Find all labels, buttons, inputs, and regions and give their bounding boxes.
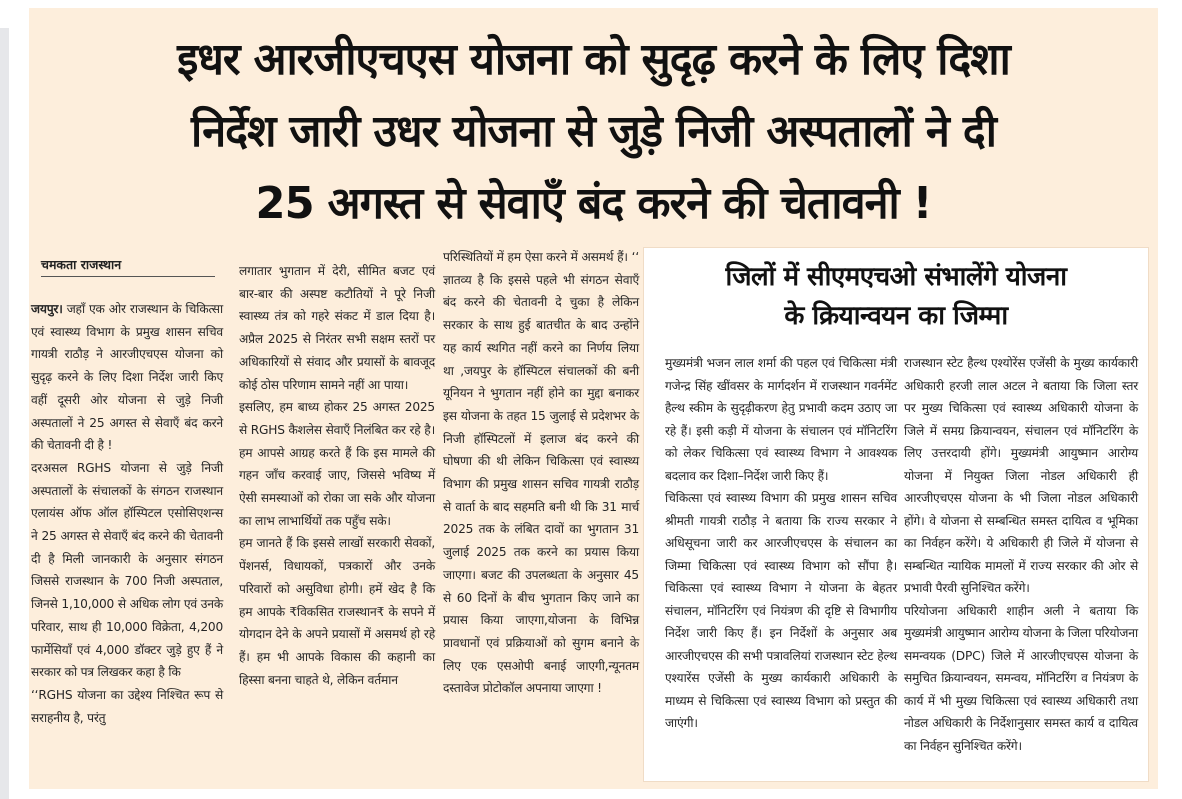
sidebar-story-box: [643, 247, 1149, 782]
article-paragraph: लगातार भुगतान में देरी, सीमित बजट एवं बार-बार की अस्पष्ट कटौतियों ने पूरे निजी स्वास्थ्य तंत्र को गहरे संकट में डाल दिया है। अप्रैल 2025 से निरंतर सभी सक्षम स्तरों पर अधिकारियों से संवाद और प्रयासों के बावजूद कोई ठोस परिणाम सामने नहीं आ पाया।: [239, 264, 435, 392]
headline-line-3: 25 अगस्त से सेवाएँ बंद करने की चेतावनी !: [255, 178, 932, 229]
article-paragraph: परिस्थितियों में हम ऐसा करने में असमर्थ हैं। ‘‘ ज्ञातव्य है कि इससे पहले भी संगठन सेवाएँ बंद करने की चेतावनी दे चुका है लेकिन सरकार के साथ हुई बातचीत के बाद उन्होंने यह कार्य स्थगित नहीं करने का निर्णय लिया था ,जयपुर के हॉस्पिटल संचालकों की बनी यूनियन ने भुगतान नहीं होने का मुद्दा बनाकर इस योजना के तहत 15 जुलाई से प्रदेशभर के निजी हॉस्पिटलों में इलाज बंद करने की घोषणा की थी लेकिन चिकित्सा एवं स्वास्थ्य विभाग की प्रमुख शासन सचिव गायत्री राठौड़ से वार्ता के बाद सहमति बनी थी कि 31 मार्च 2025 तक के लंबित दावों का भुगतान 31 जुलाई 2025 तक करने का प्रयास किया जाएगा। बजट की उपलब्धता के अनुसार 45 से 60 दिनों के बीच भुगतान किए जाने का प्रयास किया जाएगा,योजना के विभिन्न प्रावधानों एवं प्रक्रियाओं को सुगम बनाने के लिए एक एसओपी बनाई जाएगी,न्यूनतम दस्तावेज प्रोटोकॉल अपनाया जाएगा !: [443, 250, 639, 696]
sidebar-paragraph: राजस्थान स्टेट हैल्थ एश्योरेंस एजेंसी के मुख्य कार्यकारी अधिकारी हरजी लाल अटल ने बताया कि जिला स्तर पर मुख्य चिकित्सा एवं स्वास्थ्य अधिकारी योजना के जिले में समग्र क्रियान्वयन, संचालन एवं मॉनिटरिंग के लिए उत्तरदायी होंगे। मुख्यमंत्री आयुष्मान आरोग्य योजना में नियुक्त जिला नोडल अधिकारी ही आरजीएचएस योजना के भी जिला नोडल अधिकारी होंगे। वे योजना से सम्बन्धित समस्त दायित्व व भूमिका का निर्वहन करेंगे। ये अधिकारी ही जिले में योजना से सम्बन्धित न्यायिक मामलों में राज्य सरकार की ओर से प्रभावी पैरवी सुनिश्चित करेंगे।: [904, 356, 1138, 595]
sidebar-paragraph: चिकित्सा एवं स्वास्थ्य विभाग की प्रमुख शासन सचिव श्रीमती गायत्री राठौड़ ने बताया कि राज्य सरकार ने अधिसूचना जारी कर आरजीएचएस के संचालन का जिम्मा चिकित्सा एवं स्वास्थ्य विभाग को सौंपा है। चिकित्सा एवं स्वास्थ्य विभाग ने योजना के बेहतर संचालन, मॉनिटरिंग एवं नियंत्रण की दृष्टि से विभागीय निर्देश जारी किए हैं। इन निर्देशों के अनुसार अब आरजीएचएस की सभी पत्रावलियां राजस्थान स्टेट हेल्थ एश्यारेंस एजेंसी के मुख्य कार्यकारी अधिकारी के माध्यम से चिकित्सा एवं स्वास्थ्य विभाग को प्रस्तुत की जाएंगी।: [665, 491, 897, 730]
article-paragraph: हम जानते हैं कि इससे लाखों सरकारी सेवकों, पेंशनर्स, विधायकों, पत्रकारों और उनके परिवारों को असुविधा होगी। हमें खेद है कि हम आपके ₹विकसित राजस्थान₹ के सपने में योगदान देने के अपने प्रयासों में असमर्थ हो रहे हैं। हम भी आपके विकास की कहानी का हिस्सा बनना चाहते थे, लेकिन वर्तमान: [239, 536, 435, 687]
dateline: जयपुर।: [31, 302, 63, 316]
sidebar-story-title: [644, 258, 1148, 336]
article-paragraph: इसलिए, हम बाध्य होकर 25 अगस्त 2025 से RGHS कैशलेस सेवाएँ निलंबित कर रहे है। हम आपसे आग्रह करते हैं कि इस मामले की गहन जाँच करवाई जाए, जिससे भविष्य में ऐसी समस्याओं को रोका जा सके और योजना का लाभ लाभार्थियों तक पहुँच सके।: [239, 400, 435, 528]
article-paragraph: दरअसल RGHS योजना से जुड़े निजी अस्पतालों के संचालकों के संगठन राजस्थान एलायंस ऑफ ऑल हॉस्पिटल एसोसिएशन्स ने 25 अगस्त से सेवाएँ बंद करने की चेतावनी दी है मिली जानकारी के अनुसार संगठन जिससे राजस्थान के 700 निजी अस्पताल, जिनसे 1,10,000 से अधिक लोग एवं उनके परिवार, साथ ही 10,000 विक्रेता, 4,200 फार्मेसियाँ एवं 4,000 डॉक्टर जुड़े हुए हैं ने सरकार को पत्र लिखकर कहा है कि: [31, 460, 223, 680]
article-column-3: [443, 246, 639, 700]
paragraph-text: जहाँ एक ओर राजस्थान के चिकित्सा एवं स्वास्थ्य विभाग के प्रमुख शासन सचिव गायत्री राठौड़ ने आरजीएचएस योजना को सुदृढ़ करने के लिए दिशा निर्देश जारी किए वहीं दूसरी ओर योजना से जुड़े निजी अस्पतालों ने 25 अगस्त से सेवाएँ बंद करने की चेतावनी दी है !: [31, 302, 223, 453]
byline: चमकता राजस्थान: [41, 256, 215, 277]
sidebar-title-line-2: के क्रियान्वयन का जिम्मा: [784, 301, 1008, 331]
headline-line-1: इधर आरजीएचएस योजना को सुदृढ़ करने के लिए दिशा: [177, 34, 1010, 85]
article-column-1: [31, 298, 223, 729]
newspaper-clipping: [29, 8, 1158, 789]
article-column-2: [239, 260, 435, 691]
viewer-left-gutter: [0, 28, 9, 799]
main-headline: [29, 24, 1158, 240]
sidebar-column-2: [904, 352, 1138, 757]
article-paragraph: [31, 298, 223, 457]
sidebar-column-1: [665, 352, 897, 735]
article-paragraph: ‘‘RGHS योजना का उद्देश्य निश्चित रूप से सराहनीय है, परंतु: [31, 687, 223, 725]
sidebar-title-line-1: जिलों में सीएमएचओ संभालेंगे योजना: [725, 262, 1067, 292]
sidebar-paragraph: मुख्यमंत्री भजन लाल शर्मा की पहल एवं चिकित्सा मंत्री गजेन्द्र सिंह खींवसर के मार्गदर्शन में राजस्थान गवर्नमेंट हैल्थ स्कीम के सुदृढ़ीकरण हेतु प्रभावी कदम उठाए जा रहे हैं। इसी कड़ी में योजना के संचालन एवं मॉनिटरिंग को लेकर चिकित्सा एवं स्वास्थ्य विभाग ने आवश्यक बदलाव कर दिशा–निर्देश जारी किए हैं।: [665, 356, 897, 483]
sidebar-paragraph: परियोजना अधिकारी शाहीन अली ने बताया कि मुख्यमंत्री आयुष्मान आरोग्य योजना के जिला परियोजना समन्वयक (DPC) जिले में आरजीएचएस योजना के समुचित क्रियान्वयन, समन्वय, मॉनिटरिंग व नियंत्रण के कार्य में भी मुख्य चिकित्सा एवं स्वास्थ्य अधिकारी तथा नोडल अधिकारी के निर्देशानुसार समस्त कार्य व दायित्व का निर्वहन सुनिश्चित करेंगे।: [904, 603, 1138, 753]
headline-line-2: निर्देश जारी उधर योजना से जुड़े निजी अस्पतालों ने दी: [191, 106, 996, 157]
